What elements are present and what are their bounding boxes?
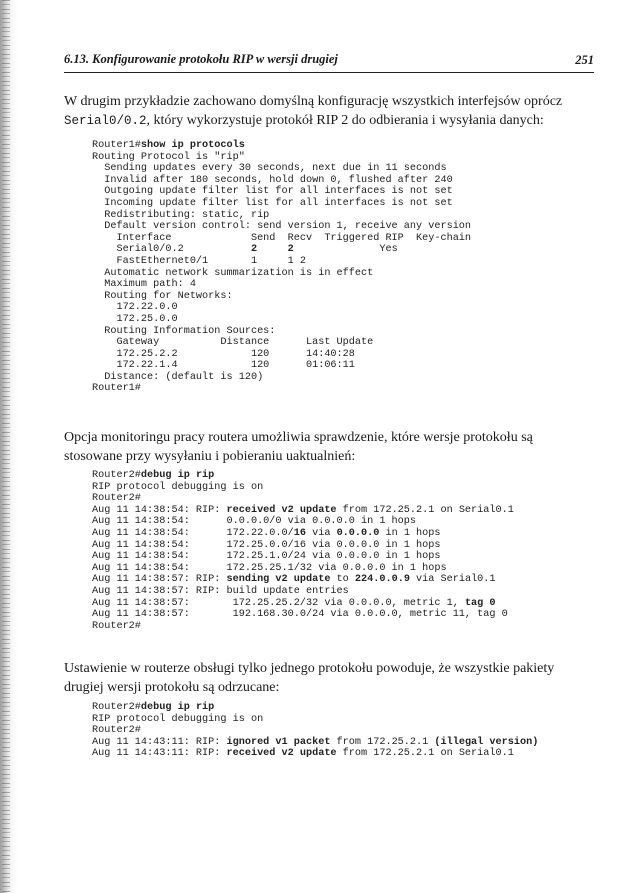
code-text: Aug 11 14:38:54: 172.25.1.0/24 via 0.0.0.0 in 1 hops: [92, 551, 441, 563]
code-text: Maximum path: 4: [92, 279, 196, 291]
code-line: [92, 528, 441, 539]
code-line: [92, 372, 263, 383]
paragraph-single-version: Ustawienie w routerze obsługi tylko jednego protokołu powoduje, że wszystkie pakiety drugiej wersji protokołu są odrzucane:: [64, 661, 555, 695]
code-line: [92, 326, 275, 337]
code-text: Aug 11 14:38:54: 172.22.0.0/: [92, 527, 294, 539]
page-number: 251: [575, 53, 594, 67]
code-text: Outgoing update filter list for all interfaces is not set: [92, 186, 453, 198]
code-text: [257, 244, 288, 255]
code-line: [92, 574, 496, 585]
code-line: [92, 279, 196, 290]
code-line: [92, 505, 514, 516]
paragraph-intro-text: W drugim przykładzie zachowano domyślną konfigurację wszystkich interfejsów oprócz: [64, 94, 563, 109]
code-line: [92, 551, 440, 562]
code-emphasis: 2: [250, 244, 258, 256]
code-text: Aug 11 14:38:54: 0.0.0.0/0 via 0.0.0.0 in 1 hops: [92, 516, 417, 528]
running-header: [64, 52, 594, 73]
paragraph-intro-text-end: , który wykorzystuje protokół RIP 2 do odbierania i wysyłania danych:: [146, 113, 544, 128]
code-text: Aug 11 14:38:54: 172.25.0.0/16 via 0.0.0.0 in 1 hops: [92, 539, 441, 551]
code-text: Distance: (default is 120): [92, 371, 264, 383]
paragraph-monitoring: Opcja monitoringu pracy routera umożliwia sprawdzenie, które wersje protokołu są stosowane przy wysyłaniu i pobieraniu uaktualnień:: [64, 430, 533, 464]
code-text: Sending updates every 30 seconds, next due in 11 seconds: [92, 163, 447, 175]
code-line: [92, 714, 263, 725]
code-line: [92, 540, 440, 551]
code-text: Aug 11 14:43:11: RIP:: [92, 748, 227, 760]
code-emphasis: tag 0: [464, 597, 496, 609]
code-emphasis: sending v2 update: [226, 574, 331, 586]
code-text: Router2#: [92, 620, 141, 632]
code-line: [92, 256, 306, 267]
code-text: Yes: [293, 244, 398, 256]
code-line: [92, 186, 453, 197]
code-text: Router1#: [92, 140, 141, 151]
code-emphasis: debug ip rip: [140, 702, 215, 713]
code-text: Aug 11 14:38:54: 172.25.25.1/32 via 0.0.0.0 in 1 hops: [92, 562, 447, 574]
code-line: [92, 302, 178, 313]
paragraph-intro: [64, 92, 594, 131]
code-text: RIP protocol debugging is on: [92, 713, 264, 725]
code-text: Default version control: send version 1, receive any version: [92, 221, 472, 233]
code-line: [92, 609, 508, 620]
code-text: Router2#: [92, 725, 141, 737]
code-text: Routing for Networks:: [92, 290, 233, 302]
code-text: Aug 11 14:38:57: RIP:: [92, 574, 227, 586]
code-text: Router2#: [92, 470, 141, 481]
code-line: [92, 314, 178, 325]
code-text: Routing Protocol is "rip": [92, 151, 245, 163]
code-text: 172.25.0.0: [92, 313, 178, 325]
code-line: [92, 702, 214, 713]
code-line: [92, 244, 398, 255]
code-text: Redistributing: static, rip: [92, 209, 270, 221]
code-text: Router1#: [92, 383, 141, 395]
code-text: in 1 hops: [379, 527, 441, 539]
code-text: Interface Send Recv Triggered RIP Key-chain: [92, 232, 472, 244]
code-block-debug-ignored: [92, 702, 538, 760]
code-emphasis: debug ip rip: [140, 470, 215, 481]
code-line: [92, 586, 349, 597]
code-line: [92, 291, 233, 302]
code-line: [92, 198, 453, 209]
code-emphasis: ignored v1 packet: [226, 736, 331, 748]
code-text: Serial0/0.2: [92, 244, 251, 256]
code-line: [92, 482, 263, 493]
code-emphasis: 16: [293, 527, 306, 539]
code-text: Aug 11 14:38:57: 172.25.25.2/32 via 0.0.0.0, metric 1,: [92, 597, 465, 609]
code-text: Gateway Distance Last Update: [92, 337, 374, 349]
code-line: [92, 360, 355, 371]
code-line: [92, 725, 141, 736]
code-text: 172.25.2.2 120 14:40:28: [92, 348, 355, 360]
code-line: [92, 233, 471, 244]
code-line: [92, 221, 471, 232]
code-line: [92, 349, 355, 360]
code-emphasis: show ip protocols: [140, 140, 245, 151]
code-text: Routing Information Sources:: [92, 325, 276, 337]
binding-scan-noise: [2, 0, 10, 893]
code-text: Router2#: [92, 702, 141, 713]
code-line: [92, 210, 269, 221]
code-line: [92, 163, 447, 174]
code-text: Aug 11 14:38:57: 192.168.30.0/24 via 0.0.0.0, metric 11, tag 0: [92, 609, 508, 621]
code-text: via: [305, 527, 337, 539]
code-block-show-ip-protocols: [92, 140, 471, 395]
code-text: from 172.25.2.1 on Serial0.1: [336, 504, 514, 516]
code-text: Aug 11 14:38:57: RIP: build update entries: [92, 585, 349, 597]
code-line: [92, 493, 141, 504]
code-text: Aug 11 14:43:11: RIP:: [92, 736, 227, 748]
code-emphasis: 2: [287, 244, 294, 256]
code-line: [92, 563, 447, 574]
code-text: RIP protocol debugging is on: [92, 481, 264, 493]
code-line: [92, 598, 496, 609]
code-line: [92, 268, 373, 279]
code-line: [92, 383, 141, 394]
code-line: [92, 737, 538, 748]
code-line: [92, 175, 453, 186]
code-emphasis: received v2 update: [226, 504, 337, 516]
code-emphasis: (illegal version): [434, 736, 539, 748]
header-title: 6.13. Konfigurowanie protokołu RIP w wersji drugiej: [64, 52, 338, 66]
interface-name: Serial0/0.2: [64, 114, 147, 128]
code-text: Aug 11 14:38:54: RIP:: [92, 504, 227, 516]
code-text: to: [330, 574, 355, 586]
code-text: Automatic network summarization is in effect: [92, 267, 374, 279]
code-text: 172.22.1.4 120 01:06:11: [92, 360, 355, 372]
code-text: 172.22.0.0: [92, 302, 178, 314]
code-emphasis: received v2 update: [226, 748, 337, 760]
code-text: FastEthernet0/1 1 1 2: [92, 255, 306, 267]
code-line: [92, 337, 373, 348]
code-emphasis: 0.0.0.0: [336, 527, 380, 539]
code-text: via Serial0.1: [409, 574, 496, 586]
code-text: Incoming update filter list for all interfaces is not set: [92, 197, 453, 209]
code-emphasis: 224.0.0.9: [354, 574, 410, 586]
code-line: [92, 621, 141, 632]
code-line: [92, 152, 245, 163]
code-text: from 172.25.2.1: [330, 736, 435, 748]
code-text: Router2#: [92, 493, 141, 505]
code-text: from 172.25.2.1 on Serial0.1: [336, 748, 514, 760]
code-line: [92, 470, 214, 481]
code-block-debug-ip-rip: [92, 470, 514, 632]
code-line: [92, 516, 416, 527]
code-line: [92, 748, 514, 759]
code-text: Invalid after 180 seconds, hold down 0, flushed after 240: [92, 174, 453, 186]
code-line: [92, 140, 245, 151]
